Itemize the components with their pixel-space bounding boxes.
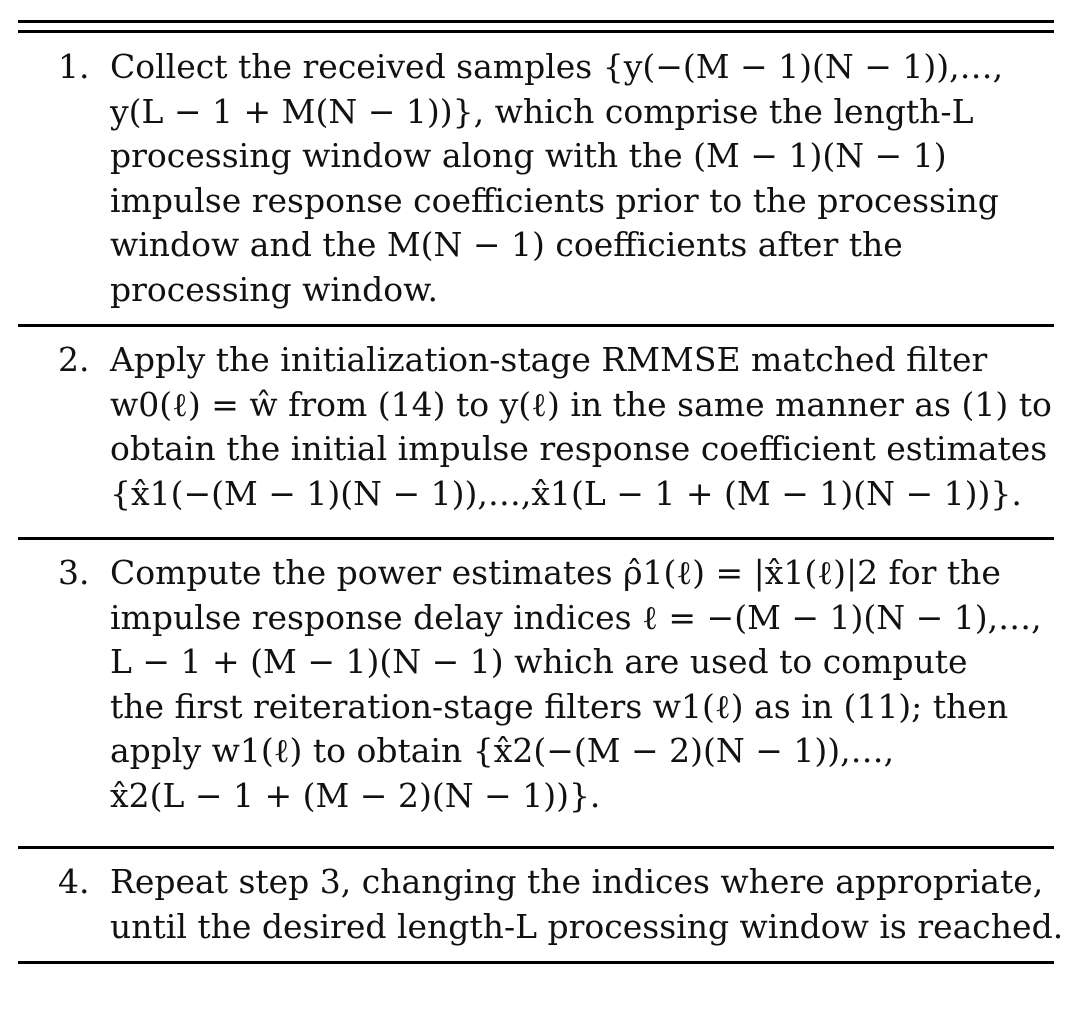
step-text (110, 45, 1030, 312)
step-line: {x̂1(−(M − 1)(N − 1)),…,x̂1(L − 1 + (M − 1)(N − 1))}. (110, 473, 1022, 513)
step-line: Collect the received samples {y(−(M − 1)(N − 1)),…, (110, 47, 1004, 86)
top-rule-outer (18, 20, 1054, 23)
step-line: the first reiteration-stage filters w1(ℓ) as in (11); then (110, 686, 1009, 726)
step-line: Compute the power estimates ρ̂1(ℓ) = |x̂1(ℓ)|2 for the (110, 553, 1001, 592)
step-line: w0(ℓ) = ŵ from (14) to y(ℓ) in the same manner as (1) to (110, 384, 1052, 424)
step-number: 1. (58, 47, 90, 86)
step-line: y(L − 1 + M(N − 1))}, which comprise the length-L (110, 91, 974, 131)
step-line: processing window along with the (M − 1)(N − 1) (110, 136, 947, 175)
step-line: x̂2(L − 1 + (M − 2)(N − 1))}. (110, 775, 601, 815)
top-rule-inner (18, 30, 1054, 33)
step-number: 3. (58, 553, 90, 592)
step-line: processing window. (110, 269, 438, 309)
step-line: Apply the initialization-stage RMMSE matched filter (110, 340, 988, 379)
step-text (110, 338, 1052, 516)
step-line: obtain the initial impulse response coefficient estimates (110, 429, 1048, 468)
divider-3 (18, 846, 1054, 849)
step-text (110, 860, 1064, 949)
step-line: L − 1 + (M − 1)(N − 1) which are used to compute (110, 642, 968, 681)
step-number: 2. (58, 340, 90, 379)
step-line: until the desired length-L processing window is reached. (110, 906, 1064, 946)
divider-2 (18, 537, 1054, 540)
step-line: impulse response coefficients prior to the processing (110, 180, 999, 220)
step-text (110, 551, 1042, 818)
step-line: impulse response delay indices ℓ = −(M − 1)(N − 1),…, (110, 597, 1042, 637)
bottom-rule (18, 961, 1054, 964)
step-line: window and the M(N − 1) coefficients after the (110, 225, 903, 264)
step-number: 4. (58, 862, 90, 901)
step-line: apply w1(ℓ) to obtain {x̂2(−(M − 2)(N − 1)),…, (110, 731, 895, 770)
divider-1 (18, 324, 1054, 327)
step-line: Repeat step 3, changing the indices where appropriate, (110, 862, 1044, 901)
